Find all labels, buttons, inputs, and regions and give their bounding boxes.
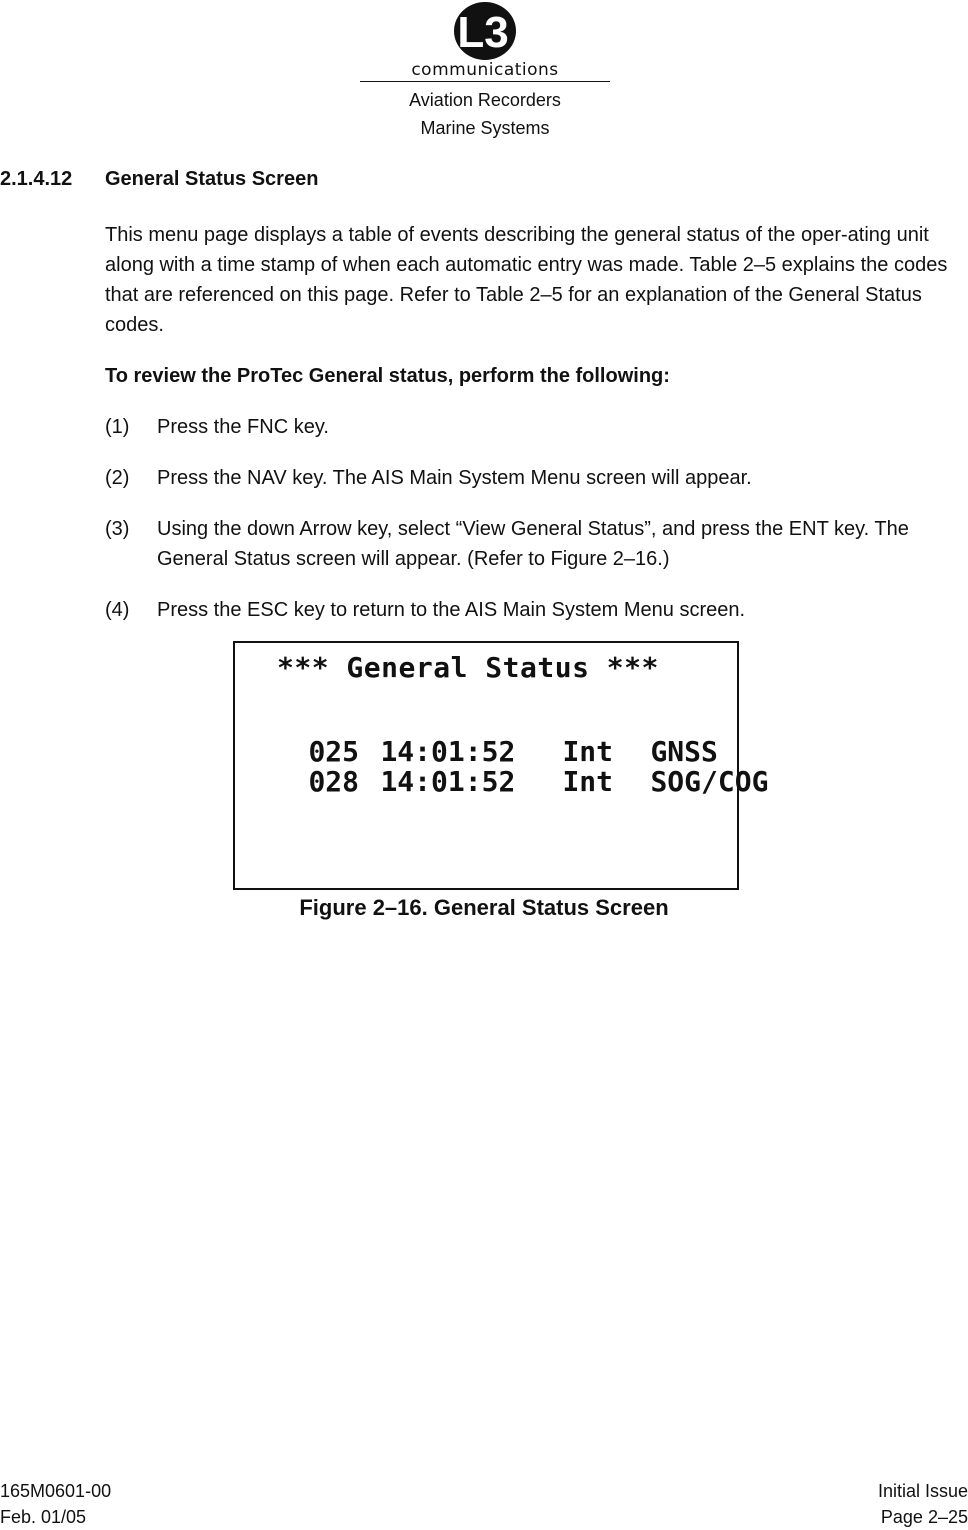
footer-right <box>878 1478 968 1530</box>
header-rule <box>360 81 610 82</box>
page-number: Page 2–25 <box>880 1507 968 1527</box>
doc-number: 165M0601-00 <box>0 1481 112 1501</box>
step-number: (1) <box>105 416 130 438</box>
status-code: 025 <box>308 735 360 768</box>
status-event: GNSS <box>650 735 718 768</box>
status-time: 14:01:52 <box>380 765 516 798</box>
logo-text: L3 <box>457 8 509 57</box>
screen-title: *** General Status *** <box>277 651 659 684</box>
header-line-aviation: Aviation Recorders <box>409 90 561 110</box>
status-type: Int <box>562 735 614 768</box>
doc-date: Feb. 01/05 <box>0 1507 87 1527</box>
brand-name: communications <box>411 60 559 80</box>
section-heading <box>0 168 318 191</box>
step-number: (4) <box>105 599 130 621</box>
body-text <box>105 220 965 625</box>
intro-paragraph: This menu page displays a table of events describing the general status of the oper-ating unit along with a time stamp of when each automatic entry was made. Table 2–5 explains the codes that are referenced on this page. Refer to Table 2–5 for an explanation of the General Status codes. <box>105 224 948 336</box>
page-header <box>360 0 610 142</box>
procedure-step <box>105 514 965 574</box>
status-row <box>241 737 768 827</box>
header-line-marine: Marine Systems <box>420 118 550 138</box>
status-code: 028 <box>308 765 360 798</box>
step-text: Press the NAV key. The AIS Main System Menu screen will appear. <box>157 467 752 489</box>
procedure-step <box>105 412 965 442</box>
l3-logo <box>450 0 520 62</box>
section-title: General Status Screen <box>105 168 319 190</box>
procedure-heading: To review the ProTec General status, perform the following: <box>105 365 670 387</box>
status-time: 14:01:52 <box>380 735 516 768</box>
step-text: Press the ESC key to return to the AIS Main System Menu screen. <box>157 599 746 621</box>
status-event: SOG/COG <box>650 765 769 798</box>
procedure-step <box>105 595 965 625</box>
figure-caption: Figure 2–16. General Status Screen <box>299 895 669 920</box>
section-number: 2.1.4.12 <box>0 168 73 190</box>
general-status-screen <box>233 641 769 890</box>
status-type: Int <box>562 765 614 798</box>
step-text: Press the FNC key. <box>157 416 329 438</box>
issue-label: Initial Issue <box>877 1481 968 1501</box>
footer-left <box>0 1478 111 1530</box>
step-number: (3) <box>105 518 130 540</box>
step-number: (2) <box>105 467 130 489</box>
step-text: Using the down Arrow key, select “View General Status”, and press the ENT key. The General Status screen will appear. (Refer to Figure 2–16.) <box>157 518 909 570</box>
procedure-step <box>105 463 965 493</box>
